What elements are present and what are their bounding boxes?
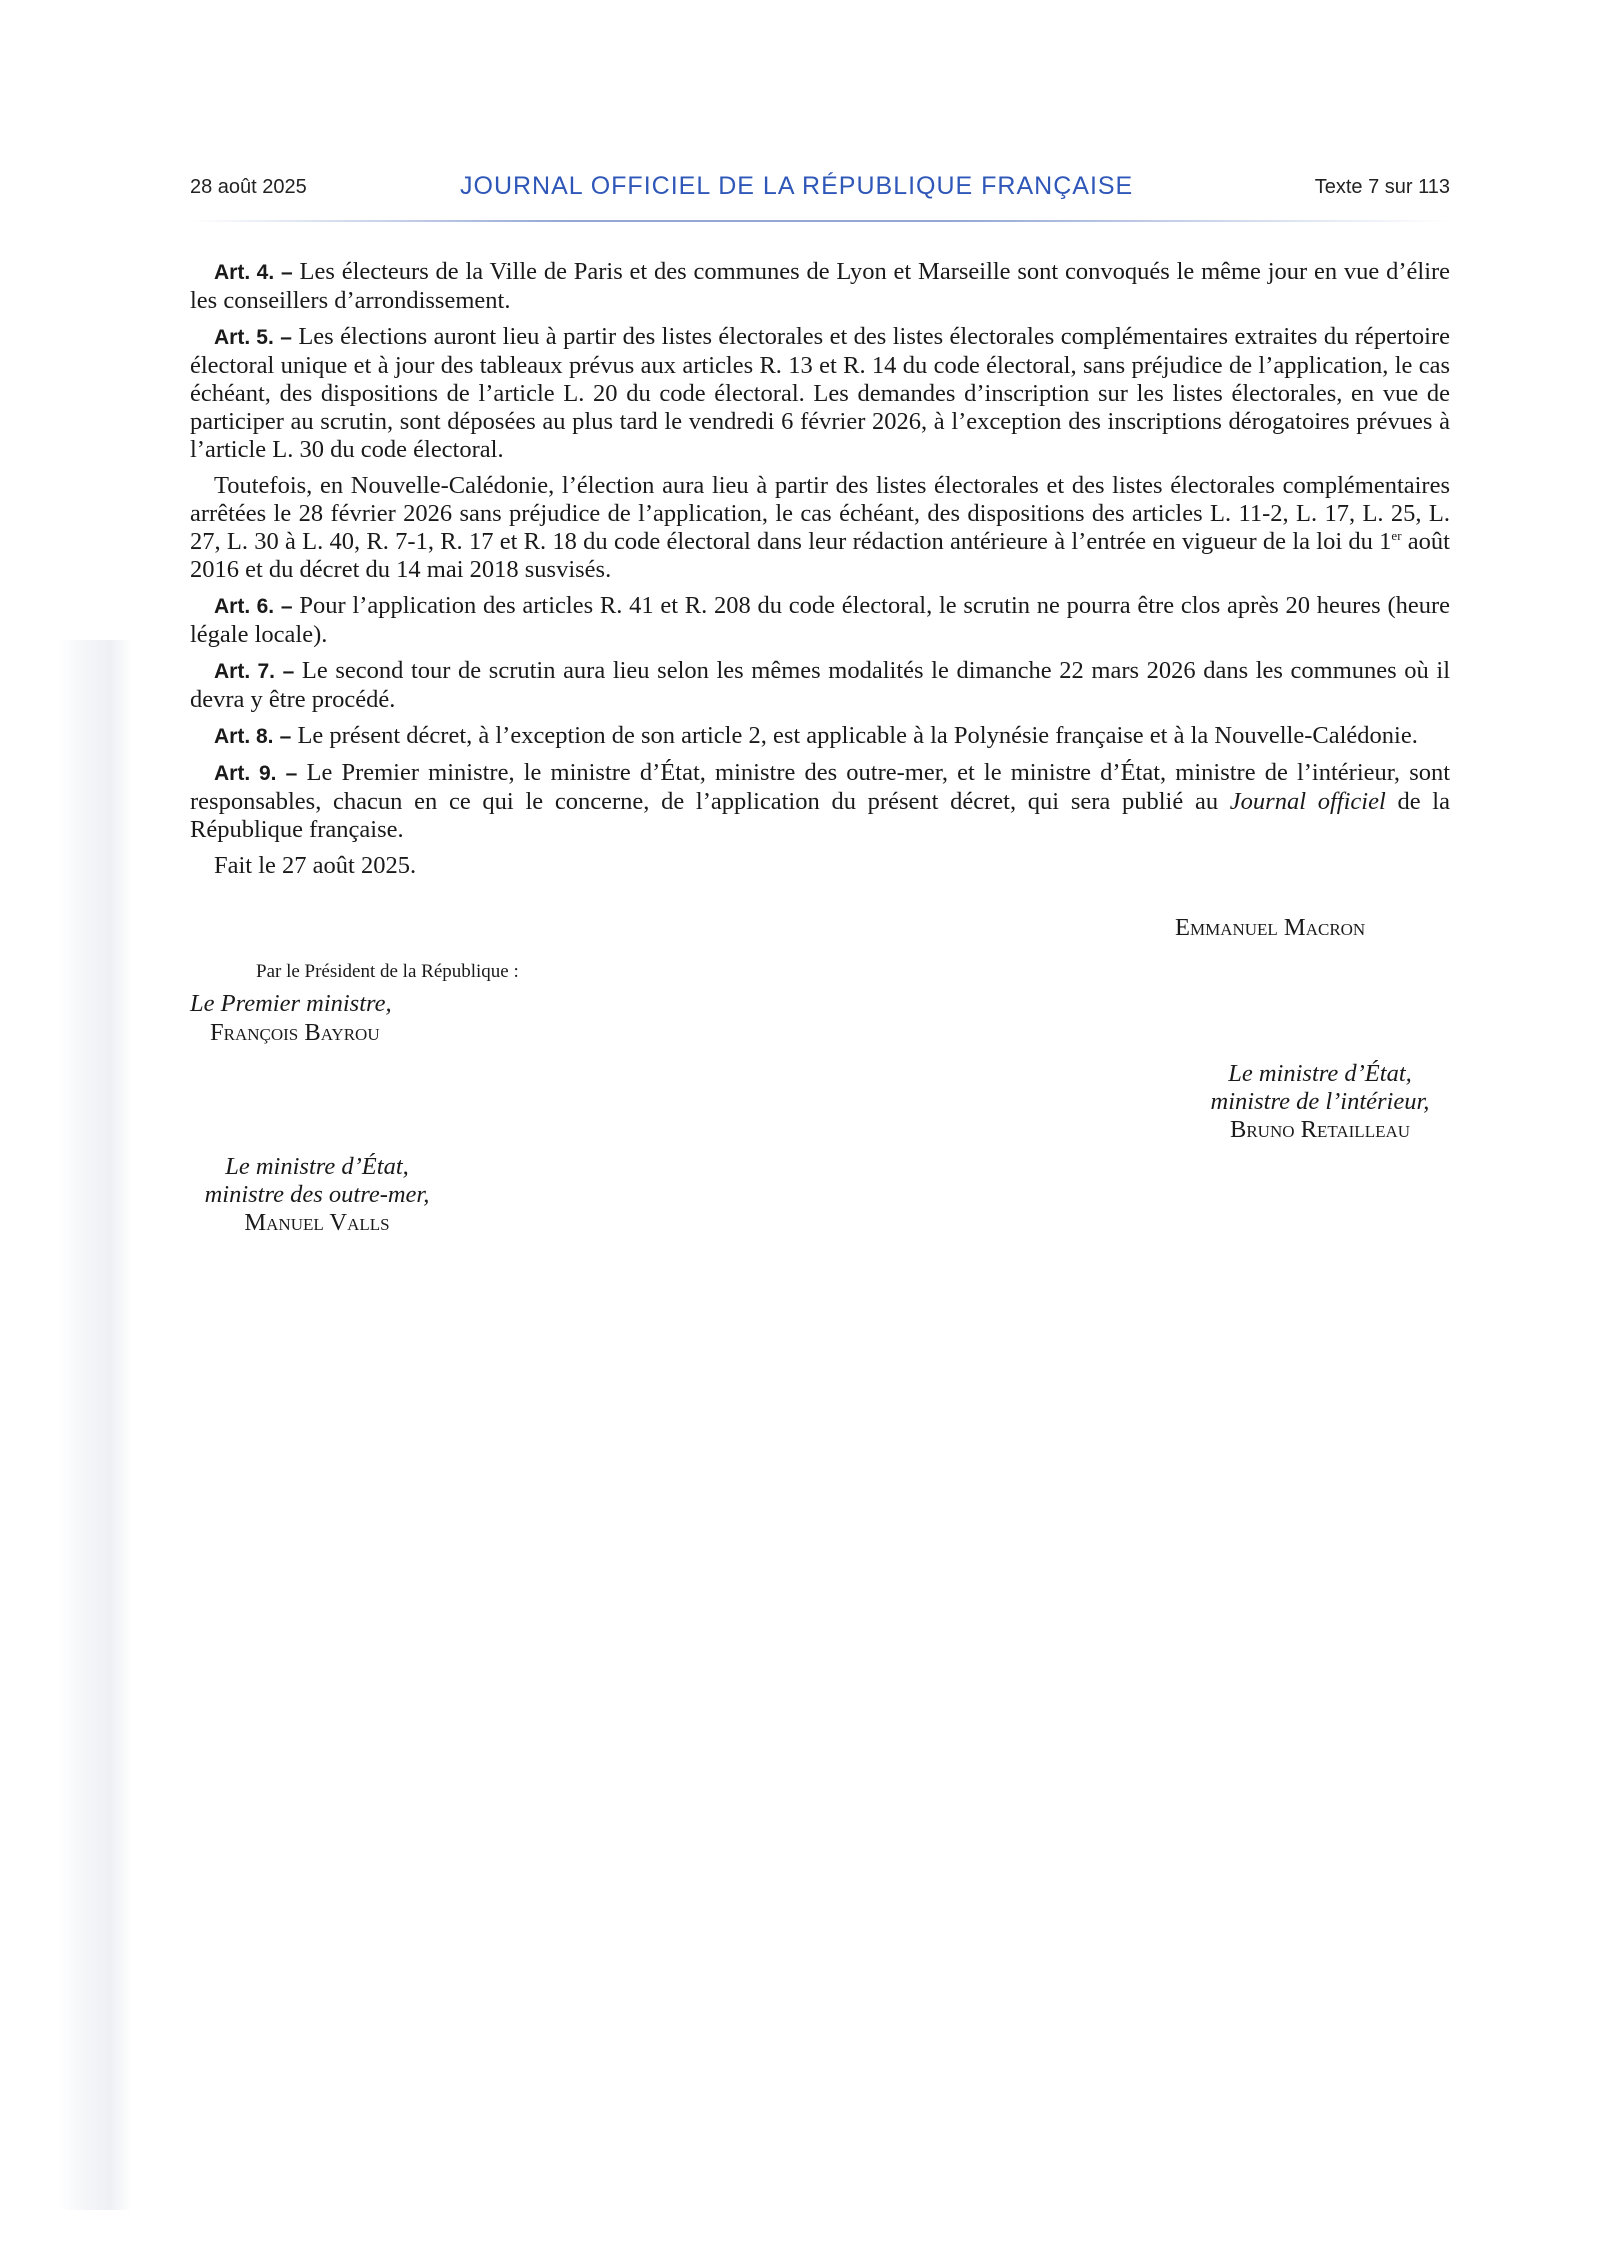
par-le-president: Par le Président de la République : [256,961,519,982]
article-dash: – [281,261,293,284]
article-9 [190,759,1450,844]
premier-ministre-title: Le Premier ministre, [190,990,392,1017]
article-label: Art. 4. [214,261,275,284]
article-label: Art. 6. [214,595,275,618]
ministre-interieur-title: ministre de l’intérieur, [1210,1088,1430,1115]
page-header [190,172,1450,206]
fait-date: Fait le 27 août 2025. [214,852,417,879]
article-text: Toutefois, en Nouvelle-Calédonie, l’élection aura lieu à partir des listes électorales et des listes électorales complémentaires arrêtées le 28 février 2026 sans préjudice de l’application, le cas échéant, des dispositions des articles L. 11-2, L. 17, L. 25, L. 27, L. 30 à L. 40, R. 7-1, R. 17 et R. 18 du code électoral dans leur rédaction antérieure à l’entrée en vigueur de la loi du 1 [190,472,1450,555]
ministre-interieur-name: Bruno Retailleau [1229,1116,1411,1143]
article-text: Le présent décret, à l’exception de son article 2, est applicable à la Polynésie française et à la Nouvelle-Calédonie. [297,722,1418,749]
article-4 [190,258,1450,315]
text-counter: Texte 7 sur 113 [1314,176,1450,198]
superscript: er [1391,527,1402,543]
ministre-outremer-title: Le ministre d’État, [225,1153,409,1180]
article-label: Art. 5. [214,326,274,349]
article-label: Art. 9. [214,762,277,785]
article-text: Pour l’application des articles R. 41 et R. 208 du code électoral, le scrutin ne pourra être clos après 20 heures (heure légale locale). [190,592,1451,648]
article-dash: – [280,326,292,349]
article-5 [190,323,1450,464]
article-text: août 2016 et du décret du 14 mai 2018 susvisés. [190,528,1450,583]
premier-ministre-name: François Bayrou [210,1019,380,1046]
article-dash: – [279,725,292,748]
article-label: Art. 8. [214,725,274,748]
article-text: Le second tour de scrutin aura lieu selon les mêmes modalités le dimanche 22 mars 2026 dans les communes où il devra y être procédé. [190,657,1451,713]
ministre-interieur-title: Le ministre d’État, [1228,1060,1412,1087]
header-date: 28 août 2025 [190,176,307,198]
article-text: de la République française. [190,788,1450,843]
journal-officiel-reference: Journal officiel [1229,788,1386,815]
article-7 [190,657,1450,714]
scan-edge-shading [58,640,132,2210]
ministre-interieur-block [1170,1060,1470,1144]
article-6 [190,592,1450,649]
article-5-paragraph-2 [190,472,1450,584]
article-dash: – [280,595,293,618]
ministre-outremer-name: Manuel Valls [244,1209,390,1236]
header-rule [190,220,1450,222]
president-signature: Emmanuel Macron [1175,914,1366,941]
ministre-outremer-block [172,1153,462,1237]
article-text: Les électeurs de la Ville de Paris et des communes de Lyon et Marseille sont convoqués le même jour en vue d’élire les conseillers d’arrondissement. [190,258,1451,314]
journal-title: JOURNAL OFFICIEL DE LA RÉPUBLIQUE FRANÇAISE [460,172,1134,200]
ministre-outremer-title: ministre des outre-mer, [204,1181,430,1208]
article-dash: – [285,762,298,785]
decree-body [190,258,1450,888]
article-dash: – [282,660,295,683]
article-text: Les élections auront lieu à partir des listes électorales et des listes électorales complémentaires extraites du répertoire électoral unique et à jour des tableaux prévus aux articles R. 13 et R. 14 du code électoral, sans préjudice de l’application, le cas échéant, des dispositions de l’article L. 20 du code électoral. Les demandes d’inscription sur les listes électorales, en vue de participer au scrutin, sont déposées au plus tard le vendredi 6 février 2026, à l’exception des inscriptions dérogatoires prévues à l’article L. 30 du code électoral. [190,323,1450,463]
article-label: Art. 7. [214,660,275,683]
article-8 [190,722,1450,751]
article-text: Le Premier ministre, le ministre d’État, ministre des outre-mer, et le ministre d’État, ministre de l’intérieur, sont responsables, chacun en ce qui le concerne, de l’application du présent décret, qui sera publié au [190,759,1451,815]
